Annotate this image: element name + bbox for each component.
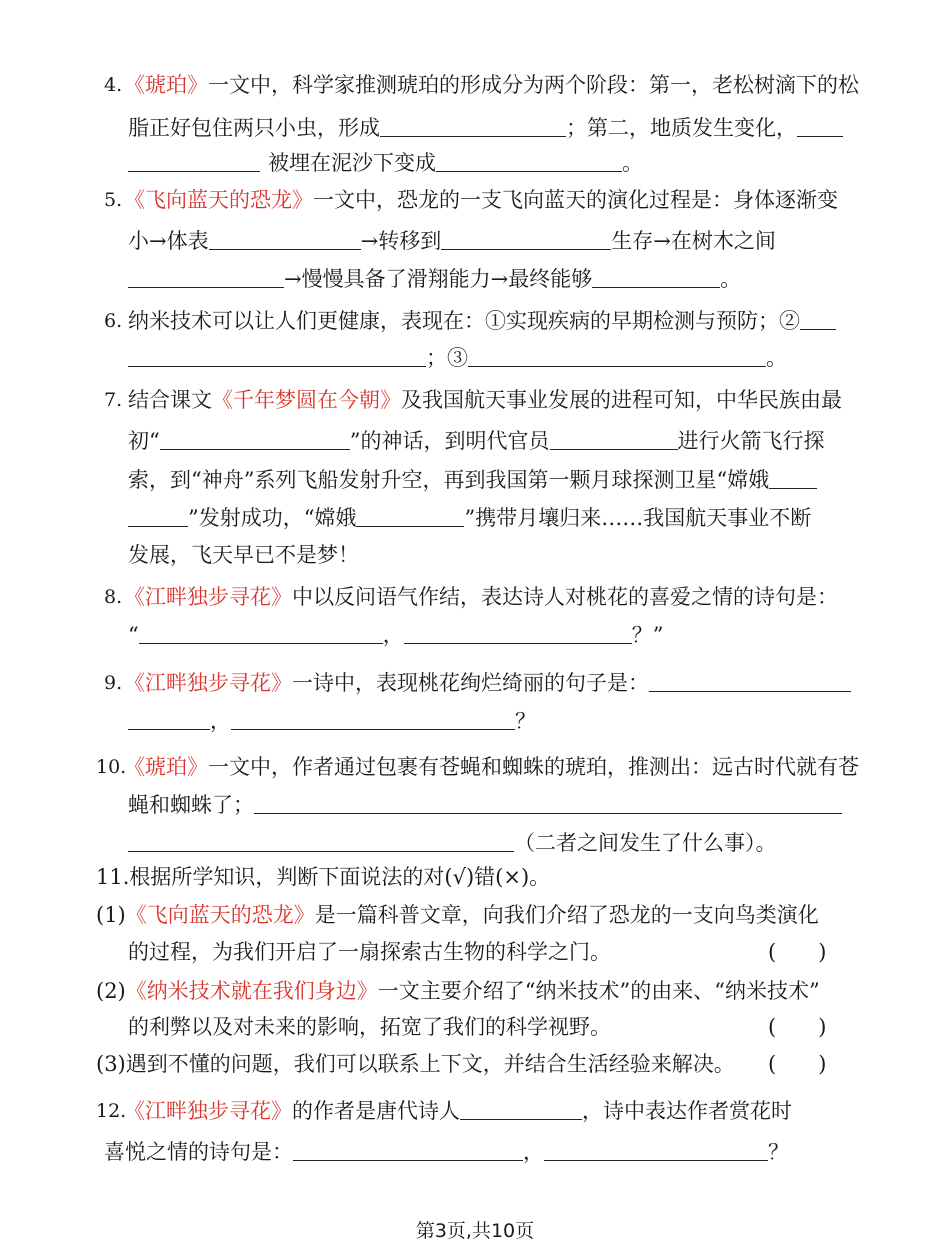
q10-line2: 蝇和蜘蛛了； <box>128 790 842 820</box>
q9-line2: ， ？ <box>128 706 536 736</box>
q12-blank2[interactable] <box>293 1138 523 1161</box>
q9-blank1b[interactable] <box>128 707 210 730</box>
q7-line5: 发展，飞天早已不是梦！ <box>128 543 359 567</box>
q7-blank4[interactable] <box>356 504 464 527</box>
q11-s2-line1: (2)《纳米技术就在我们身边》一文主要介绍了“纳米技术”的由来、“纳米技术” <box>96 979 820 1003</box>
q8-line2: “ ， ？” <box>128 623 664 647</box>
q12-number: 12. <box>96 1100 127 1122</box>
q8-number: 8. <box>104 586 123 608</box>
q5-number: 5. <box>104 189 123 211</box>
q12-line1: 《江畔独步寻花》的作者是唐代诗人 ，诗中表达作者赏花时 <box>124 1099 792 1123</box>
q10-number: 10. <box>96 756 127 778</box>
q5-blank4[interactable] <box>592 265 720 288</box>
q4-line1: 《琥珀》一文中，科学家推测琥珀的形成分为两个阶段：第一，老松树滴下的松 <box>124 73 859 97</box>
q9-blank1a[interactable] <box>649 669 851 692</box>
q7-blank3b[interactable] <box>128 504 188 527</box>
q10-blank1a[interactable] <box>254 791 842 814</box>
q8-blank1[interactable] <box>139 621 383 644</box>
q9-blank2[interactable] <box>231 707 515 730</box>
q6-number: 6. <box>104 310 123 332</box>
q7-blank3a[interactable] <box>769 466 817 489</box>
q10-line3: （二者之间发生了什么事）。 <box>128 828 777 858</box>
q10-blank1b[interactable] <box>128 829 514 852</box>
q11-s2-title: 《纳米技术就在我们身边》 <box>125 979 378 1003</box>
q5-line1: 《飞向蓝天的恐龙》一文中，恐龙的一支飞向蓝天的演化过程是：身体逐渐变 <box>124 188 838 212</box>
q12-blank1[interactable] <box>460 1097 582 1120</box>
q9-title: 《江畔独步寻花》 <box>124 671 292 695</box>
q11-s1-answer[interactable]: ( ) <box>768 940 827 964</box>
q11-s3: (3)遇到不懂的问题，我们可以联系上下文，并结合生活经验来解决。 <box>96 1052 735 1076</box>
q11-s2-answer[interactable]: ( ) <box>768 1015 827 1039</box>
q4-blank2a[interactable] <box>797 114 843 137</box>
q5-blank2[interactable] <box>441 227 611 250</box>
q7-number: 7. <box>104 389 123 411</box>
q5-line2: 小→体表 →转移到 生存→在树木之间 <box>128 229 776 253</box>
q11-s1-line1: (1)《飞向蓝天的恐龙》是一篇科普文章，向我们介绍了恐龙的一支向鸟类演化 <box>96 903 819 927</box>
q4-line2: 脂正好包住两只小虫，形成 ；第二，地质发生变化， <box>128 113 843 143</box>
q6-blank1a[interactable] <box>800 307 836 330</box>
q7-blank1[interactable] <box>160 427 350 450</box>
q4-line3: 被埋在泥沙下变成 。 <box>128 148 643 178</box>
q12-line2: 喜悦之情的诗句是： ， ？ <box>104 1140 789 1164</box>
q10-title: 《琥珀》 <box>124 755 208 779</box>
q6-blank2[interactable] <box>468 344 766 367</box>
q4-blank1[interactable] <box>380 114 566 137</box>
q7-line4: ”发射成功，“嫦娥 ”携带月壤归来……我国航天事业不断 <box>128 503 811 533</box>
q4-blank2b[interactable] <box>128 149 260 172</box>
q7-line1: 结合课文《千年梦圆在今朝》及我国航天事业发展的进程可知，中华民族由最 <box>128 388 842 412</box>
q5-blank3[interactable] <box>128 265 284 288</box>
q5-blank1[interactable] <box>209 227 361 250</box>
q4-number: 4. <box>104 74 123 96</box>
q5-line3: →慢慢具备了滑翔能力→最终能够 。 <box>128 264 741 294</box>
q6-line2: ；③ 。 <box>128 343 787 373</box>
q12-title: 《江畔独步寻花》 <box>124 1099 292 1123</box>
page-number-footer: 第3页,共10页 <box>415 1220 535 1242</box>
q9-line1: 《江畔独步寻花》一诗中，表现桃花绚烂绮丽的句子是： <box>124 668 851 698</box>
q8-title: 《江畔独步寻花》 <box>124 585 292 609</box>
q7-title: 《千年梦圆在今朝》 <box>212 388 401 412</box>
q11-s2-line2: 的利弊以及对未来的影响，拓宽了我们的科学视野。 <box>128 1015 611 1039</box>
q9-number: 9. <box>104 672 123 694</box>
q6-line1: 纳米技术可以让人们更健康，表现在：①实现疾病的早期检测与预防；② <box>128 306 836 336</box>
q8-line1: 《江畔独步寻花》中以反问语气作结，表达诗人对桃花的喜爱之情的诗句是： <box>124 585 838 609</box>
q11-s3-answer[interactable]: ( ) <box>768 1052 827 1076</box>
q8-blank2[interactable] <box>404 621 632 644</box>
q11-s1-title: 《飞向蓝天的恐龙》 <box>125 903 315 927</box>
q12-blank3[interactable] <box>544 1138 768 1161</box>
q4-title: 《琥珀》 <box>124 73 208 97</box>
q11-intro: 11.根据所学知识，判断下面说法的对(√)错(×)。 <box>96 865 551 889</box>
q5-title: 《飞向蓝天的恐龙》 <box>124 188 313 212</box>
q11-s1-line2: 的过程，为我们开启了一扇探索古生物的科学之门。 <box>128 940 611 964</box>
q10-line1: 《琥珀》一文中，作者通过包裹有苍蝇和蜘蛛的琥珀，推测出：远古时代就有苍 <box>124 755 859 779</box>
q7-line2: 初“ ”的神话，到明代官员 进行火箭飞行探 <box>128 429 825 453</box>
q4-blank3[interactable] <box>436 149 622 172</box>
q6-blank1b[interactable] <box>128 344 426 367</box>
q7-blank2[interactable] <box>550 427 678 450</box>
q7-line3: 索，到“神舟”系列飞船发射升空，再到我国第一颗月球探测卫星“嫦娥 <box>128 465 817 495</box>
